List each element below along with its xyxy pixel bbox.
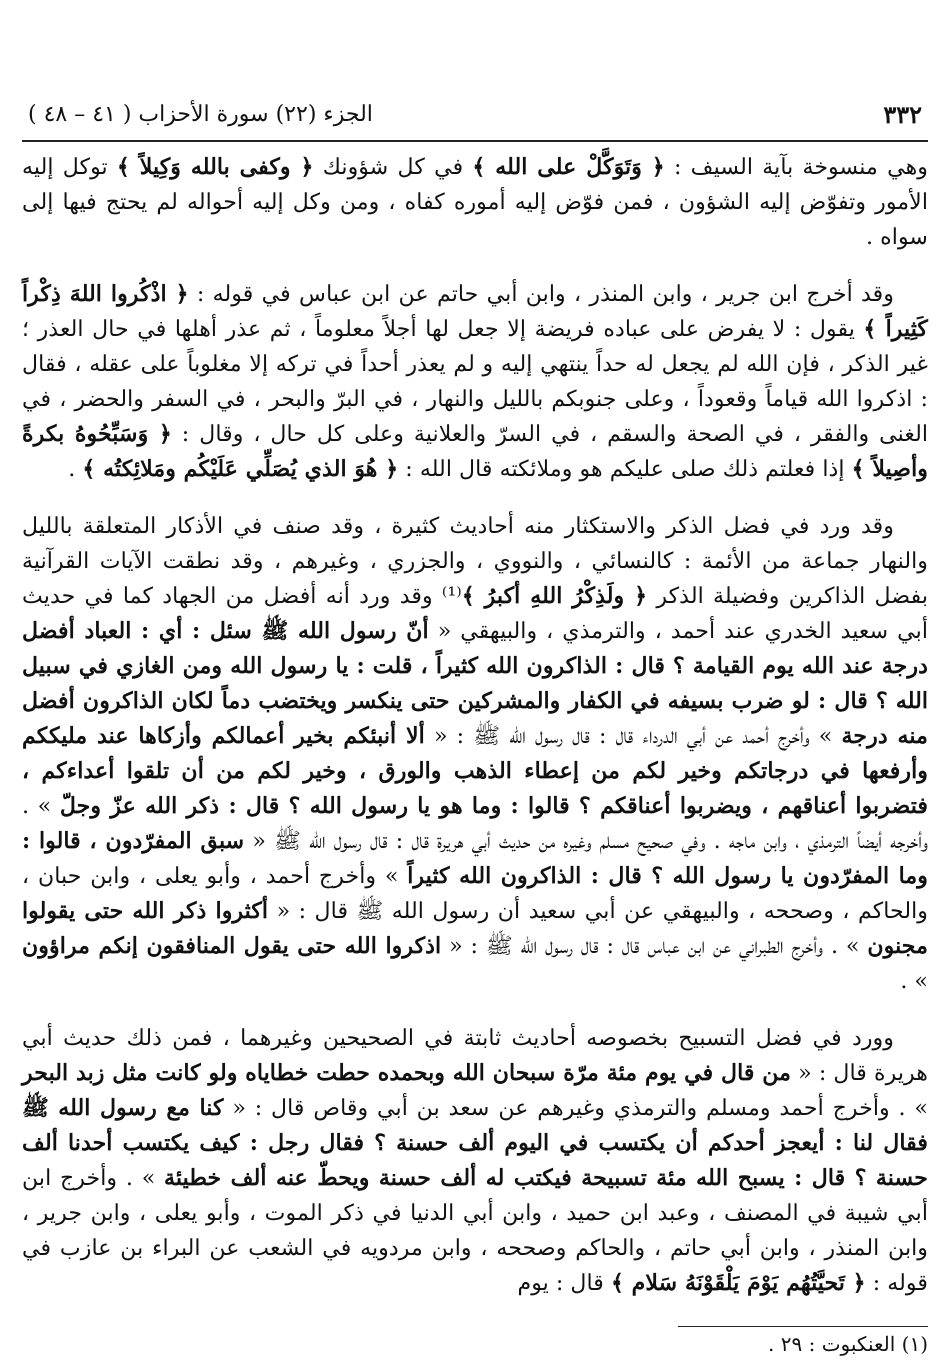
text-run: وقد ورد في فضل الذكر والاستكثار منه أحاديث كثيرة ، وقد صنف في الأذكار المتعلقة بالليل والنهار جماعة من الأئمة : كالنسائي ، والنووي ، والجزري ، وغيرهم ، وقد نطقت الآيات القرآنية بفضل الذاكرين وفضيلة الذكر — [22, 513, 928, 609]
quran-verse: ﴿ وكفى بالله وَكِيلاً ﴾ — [116, 154, 314, 180]
text-run: وهي منسوخة بآية السيف : — [664, 154, 928, 180]
hadith-text: اذكروا الله حتى يقول المنافقون إنكم مراؤون — [22, 933, 442, 959]
text-run: » . — [900, 968, 928, 994]
text-run: » وأخرج أحمد ، وأبو يعلى ، وابن حبان ، والحاكم ، وصححه ، والبيهقي عن أبي سعيد أن رسول الله ﷺ قال : « — [22, 863, 928, 924]
hadith-text: أكثروا ذكر الله حتى يقولوا مجنون — [22, 898, 928, 959]
quran-verse: ﴿ تَحيَّتُهُم يَوْمَ يَلْقَوْنَهُ سَلام ﴾ — [610, 1270, 866, 1296]
text-run: توكل إليه الأمور وتفوّض إليه الشؤون ، فمن فوّض إليه أموره كفاه ، ومن وكل إليه أحواله لم يحتج فيها إلى سواه . — [22, 154, 928, 250]
quran-verse: ﴿ وَسَبِّحُوهُ بكرةً وأصِيلاً ﴾ — [22, 421, 928, 482]
paragraph — [22, 277, 928, 487]
text-run: . — [68, 456, 83, 482]
text-run: إذا فعلتم ذلك صلى عليكم هو وملائكته قال الله : — [398, 456, 852, 482]
text-run: » . وأخرج ابن أبي شيبة في المصنف ، وعبد ابن حميد ، وابن أبي الدنيا في ذكر الموت ، وأبو يعلى ، وابن جرير ، وابن المنذر ، وابن أبي حاتم ، والحاكم وصححه ، وابن مردويه في الشعب عن البراء بن عازب في قوله : — [22, 1165, 928, 1296]
hadith-text: من قال في يوم مئة مرّة سبحان الله وبحمده حطت خطاياه ولو كانت مثل زبد البحر — [22, 1060, 792, 1086]
text-run: » . وأخرج أحمد ومسلم والترمذي وغيرهم عن سعد بن أبي وقاص قال : « — [223, 1095, 928, 1121]
quran-verse: ﴿ ولَذِكْرُ اللهِ أكبرُ ﴾ — [461, 583, 648, 609]
running-title: الجزء (٢٢) سورة الأحزاب ( ٤١ – ٤٨ ) — [28, 102, 373, 127]
paragraph — [22, 1021, 928, 1301]
text-run: قال : يوم — [517, 1270, 611, 1296]
quran-verse: ﴿ اذْكُروا اللهَ ذِكْراً كَثِيراً ﴾ — [22, 281, 928, 342]
text-run: في كل شؤونك — [313, 154, 473, 180]
page-number: ٣٣٢ — [883, 100, 922, 129]
quran-verse: ﴿ هُوَ الذي يُصَلِّي عَلَيْكُم ومَلائِكتُه ﴾ — [82, 456, 399, 482]
text-run: ⁽¹⁾ — [441, 583, 462, 609]
page-body — [22, 150, 928, 1323]
hadith-text: سبق المفرّدون ، قالوا : وما المفرّدون يا رسول الله ؟ قال : الذاكرون الله كثيراً — [22, 828, 928, 889]
paragraph — [22, 509, 928, 999]
hadith-text: أنّ رسول الله ﷺ سئل : أي : العباد أفضل درجة عند الله يوم القيامة ؟ قال : الذاكرون الله كثيراً ، قلت : يا رسول الله ومن الغازي في سبيل الله ؟ قال : لو ضرب بسيفه في الكفار والمشركين حتى ينكسر ويختضب دماً لكان الذاكرون أفضل منه درجة — [22, 618, 929, 749]
text-run: » . وأخرج الطبراني عن ابن عباس قال : قال رسول الله ﷺ : « — [441, 933, 868, 959]
footnote-divider — [678, 1326, 928, 1327]
quran-verse: ﴿ وَتَوَكَّلْ على الله ﴾ — [472, 154, 665, 180]
text-run: » وأخرج أحمد عن أبي الدرداء قال : قال رسول الله ﷺ : « — [424, 723, 842, 749]
text-run: وقد ورد أنه أفضل من الجهاد كما في حديث أبي سعيد الخدري عند أحمد ، والترمذي ، والبيهقي « — [22, 583, 928, 644]
footnote: (١) العنكبوت : ٢٩ . — [768, 1332, 928, 1356]
text-run: » . وأخرجه أيضاً الترمذي ، وابن ماجه . وفي صحيح مسلم وغيره من حديث أبي هريرة قال : قال رسول الله ﷺ « — [22, 793, 928, 854]
hadith-text: كنا مع رسول الله ﷺ فقال لنا : أيعجز أحدكم أن يكتسب في اليوم ألف حسنة ؟ فقال رجل : كيف يكتسب أحدنا ألف حسنة ؟ قال : يسبح الله مئة تسبيحة فيكتب له ألف حسنة ويحطّ عنه ألف خطيئة — [22, 1095, 928, 1191]
page-header — [22, 96, 928, 142]
text-run: وقد أخرج ابن جرير ، وابن المنذر ، وابن أبي حاتم عن ابن عباس في قوله : — [188, 281, 894, 307]
hadith-text: ألا أنبئكم بخير أعمالكم وأزكاها عند مليككم وأرفعها في درجاتكم وخير لكم من إعطاء الذهب والورق ، وخير لكم من أن تلقوا أعداءكم ، فتضربوا أعناقهم ، ويضربوا أعناقكم ؟ قالوا : وما هو يا رسول الله ؟ قال : ذكر الله عزّ وجلّ — [22, 723, 928, 819]
text-run: يقول : لا يفرض على عباده فريضة إلا جعل لها أجلاً معلوماً ، ثم عذر أهلها في حال العذر ؛ غير الذكر ، فإن الله لم يجعل له حداً ينتهي إليه و لم يعذر أحداً في تركه إلا مغلوباً على عقله ، فقال : اذكروا الله قياماً وقعوداً ، وعلى جنوبكم بالليل والنهار ، في البرّ والبحر ، في السفر والحضر ، في الغنى والفقر ، في الصحة والسقم ، في السرّ والعلانية وعلى كل حال ، وقال : — [22, 316, 928, 447]
paragraph — [22, 150, 928, 255]
text-run: وورد في فضل التسبيح بخصوصه أحاديث ثابتة في الصحيحين وغيرهما ، فمن ذلك حديث أبي هريرة قال : « — [22, 1025, 928, 1086]
